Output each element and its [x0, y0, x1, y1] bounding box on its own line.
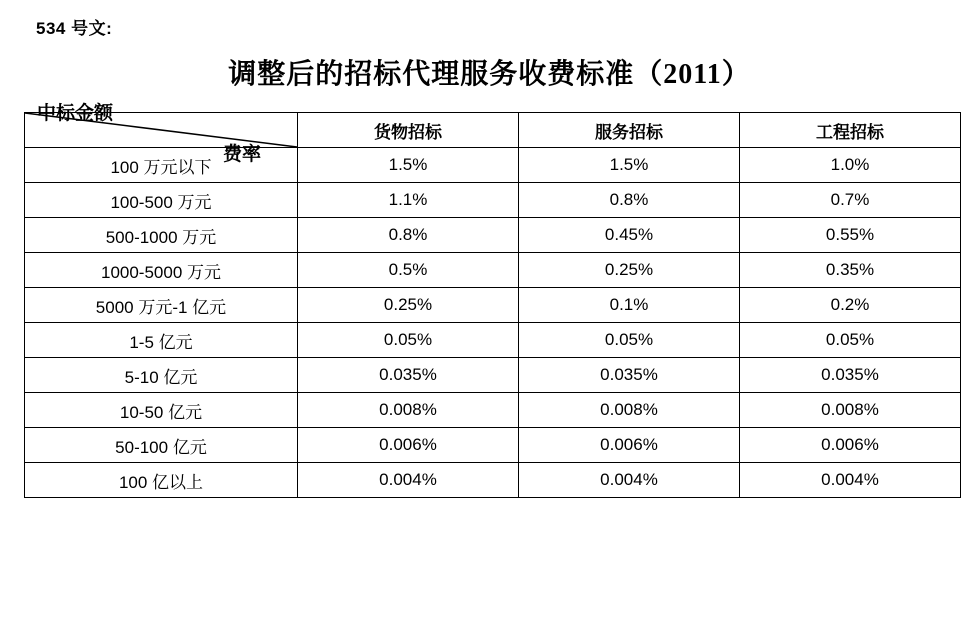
- column-header-works: 工程招标: [740, 113, 961, 148]
- cell-goods: 0.035%: [298, 358, 519, 393]
- cell-service: 0.1%: [519, 288, 740, 323]
- row-label: 100-500 万元: [25, 183, 298, 218]
- corner-amount-label: 中标金额: [37, 103, 114, 124]
- cell-works: 0.035%: [740, 358, 961, 393]
- table-row: [25, 323, 961, 358]
- table-header-row: [25, 113, 961, 148]
- cell-service: 0.035%: [519, 358, 740, 393]
- row-label: 100 万元以下: [25, 148, 298, 183]
- cell-goods: 1.1%: [298, 183, 519, 218]
- table-row: [25, 148, 961, 183]
- cell-goods: 0.006%: [298, 428, 519, 463]
- cell-goods: 0.004%: [298, 463, 519, 498]
- table-row: [25, 428, 961, 463]
- cell-goods: 0.008%: [298, 393, 519, 428]
- corner-rate-label: 费率: [222, 144, 261, 165]
- cell-service: 0.008%: [519, 393, 740, 428]
- fee-standard-table-wrapper: [24, 103, 956, 498]
- row-label: 10-50 亿元: [25, 393, 298, 428]
- page-title: 调整后的招标代理服务收费标准（2011）: [228, 59, 751, 90]
- cell-goods: 0.8%: [298, 218, 519, 253]
- table-row: [25, 358, 961, 393]
- cell-goods: 1.5%: [298, 148, 519, 183]
- table-row: [25, 288, 961, 323]
- row-label: 500-1000 万元: [25, 218, 298, 253]
- cell-works: 1.0%: [740, 148, 961, 183]
- cell-works: 0.7%: [740, 183, 961, 218]
- cell-works: 0.006%: [740, 428, 961, 463]
- cell-works: 0.05%: [740, 323, 961, 358]
- table-row: [25, 183, 961, 218]
- row-label: 100 亿以上: [25, 463, 298, 498]
- cell-works: 0.004%: [740, 463, 961, 498]
- cell-service: 0.004%: [519, 463, 740, 498]
- cell-works: 0.008%: [740, 393, 961, 428]
- row-label: 50-100 亿元: [25, 428, 298, 463]
- table-corner-header: [25, 103, 298, 165]
- cell-works: 0.35%: [740, 253, 961, 288]
- row-label: 5-10 亿元: [25, 358, 298, 393]
- cell-goods: 0.25%: [298, 288, 519, 323]
- cell-goods: 0.5%: [298, 253, 519, 288]
- table-row: [25, 463, 961, 498]
- cell-works: 0.55%: [740, 218, 961, 253]
- cell-service: 1.5%: [519, 148, 740, 183]
- table-row: [25, 253, 961, 288]
- cell-service: 0.006%: [519, 428, 740, 463]
- cell-works: 0.2%: [740, 288, 961, 323]
- column-header-service: 服务招标: [519, 113, 740, 148]
- cell-service: 0.8%: [519, 183, 740, 218]
- row-label: 1000-5000 万元: [25, 253, 298, 288]
- row-label: 5000 万元-1 亿元: [25, 288, 298, 323]
- fee-standard-table: [24, 103, 961, 498]
- table-row: [25, 218, 961, 253]
- document-reference: 534 号文:: [36, 19, 113, 38]
- row-label: 1-5 亿元: [25, 323, 298, 358]
- cell-service: 0.05%: [519, 323, 740, 358]
- cell-service: 0.25%: [519, 253, 740, 288]
- cell-goods: 0.05%: [298, 323, 519, 358]
- cell-service: 0.45%: [519, 218, 740, 253]
- table-row: [25, 393, 961, 428]
- column-header-goods: 货物招标: [298, 113, 519, 148]
